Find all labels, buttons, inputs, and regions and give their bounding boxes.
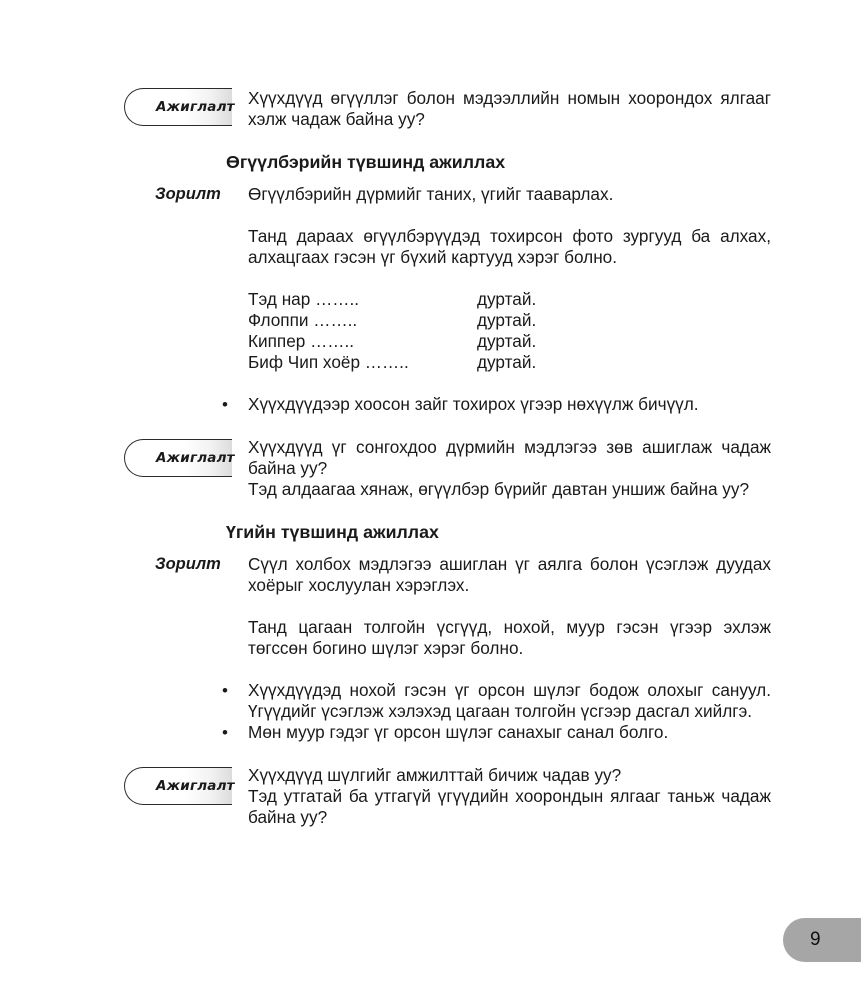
text-line: Өгүүлбэрийн дүрмийг таних, үгийг тааварлах. bbox=[248, 184, 614, 204]
text-line: Танд цагаан толгойн үсгүүд, нохой, муур гэсэн үгээр эхлэж bbox=[248, 617, 771, 637]
observation-badge-label: Ажиглалт bbox=[156, 450, 235, 466]
goal-label: Зорилт bbox=[155, 555, 221, 573]
text-line: Тэд алдаагаа хянаж, өгүүлбэр бүрийг давтан уншиж байна уу? bbox=[248, 479, 750, 499]
text-line: Сүүл холбох мэдлэгээ ашиглан үг аялга болон үсэглэж дуудах bbox=[248, 554, 771, 574]
bullet-icon: • bbox=[222, 681, 228, 700]
text-line: хэлж чадаж байна уу? bbox=[248, 109, 425, 129]
sentence-start: Киппер …….. bbox=[248, 331, 355, 351]
text-line: Тэд утгатай ба утгагүй үгүүдийн хоорондын ялгааг таньж чадаж bbox=[248, 786, 771, 806]
observation-text bbox=[248, 765, 771, 828]
sentence-end: дуртай. bbox=[477, 352, 537, 372]
observation-badge-label: Ажиглалт bbox=[156, 778, 235, 794]
text-line: Үгүүдийг үсэглэж хэлэхэд цагаан толгойн үсгээр дасгал хийлгэ. bbox=[248, 701, 753, 721]
sentence-row bbox=[248, 352, 648, 373]
text-line: Мөн муур гэдэг үг орсон шүлэг санахыг санал болго. bbox=[248, 722, 669, 742]
observation-badge bbox=[124, 439, 235, 477]
sentence-start: Тэд нар …….. bbox=[248, 289, 360, 309]
text-line: төгссөн богино шүлэг хэрэг болно. bbox=[248, 638, 524, 658]
instruction-text bbox=[248, 226, 771, 268]
text-line: Хүүхдүүд үг сонгохдоо дүрмийн мэдлэгээ зөв ашиглаж чадаж bbox=[248, 437, 771, 457]
bullet-icon: • bbox=[222, 395, 228, 414]
page-number-tab bbox=[783, 918, 861, 962]
text-line: Хүүхдүүд шүлгийг амжилттай бичиж чадав уу? bbox=[248, 765, 622, 785]
bullet-text bbox=[248, 394, 771, 415]
bullet-text bbox=[248, 722, 771, 743]
text-line: Хүүхдүүд өгүүллэг болон мэдээллийн номын хоорондох ялгааг bbox=[248, 88, 771, 108]
text-line: Хүүхдүүдэд нохой гэсэн үг орсон шүлэг бодож олохыг сануул. bbox=[248, 680, 771, 700]
goal-text bbox=[248, 554, 771, 596]
instruction-text bbox=[248, 617, 771, 659]
observation-badge bbox=[124, 767, 235, 805]
sentence-row bbox=[248, 331, 648, 352]
text-line: Хүүхдүүдээр хоосон зайг тохирох үгээр нөхүүлж бичүүл. bbox=[248, 394, 699, 414]
text-line: байна уу? bbox=[248, 458, 328, 478]
text-line: Танд дараах өгүүлбэрүүдэд тохирсон фото зургууд ба алхах, bbox=[248, 226, 771, 246]
sentence-start: Флоппи …….. bbox=[248, 310, 358, 330]
text-line: хоёрыг хослуулан хэрэглэх. bbox=[248, 575, 470, 595]
observation-text bbox=[248, 437, 771, 500]
bullet-text bbox=[248, 680, 771, 722]
sentence-end: дуртай. bbox=[477, 289, 537, 309]
text-line: алхацгаах гэсэн үг бүхий картууд хэрэг болно. bbox=[248, 247, 618, 267]
page-number: 9 bbox=[810, 929, 821, 950]
section-heading: Үгийн түвшинд ажиллах bbox=[226, 522, 439, 542]
sentence-row bbox=[248, 289, 648, 310]
goal-text bbox=[248, 184, 771, 205]
sentence-row bbox=[248, 310, 648, 331]
observation-badge bbox=[124, 88, 235, 126]
sentence-start: Биф Чип хоёр …….. bbox=[248, 352, 409, 372]
goal-label: Зорилт bbox=[155, 185, 221, 203]
observation-badge-label: Ажиглалт bbox=[156, 99, 235, 115]
text-line: байна уу? bbox=[248, 807, 328, 827]
section-heading: Өгүүлбэрийн түвшинд ажиллах bbox=[226, 152, 506, 172]
sentence-end: дуртай. bbox=[477, 310, 537, 330]
observation-text bbox=[248, 88, 771, 130]
bullet-icon: • bbox=[222, 723, 228, 742]
sentence-end: дуртай. bbox=[477, 331, 537, 351]
